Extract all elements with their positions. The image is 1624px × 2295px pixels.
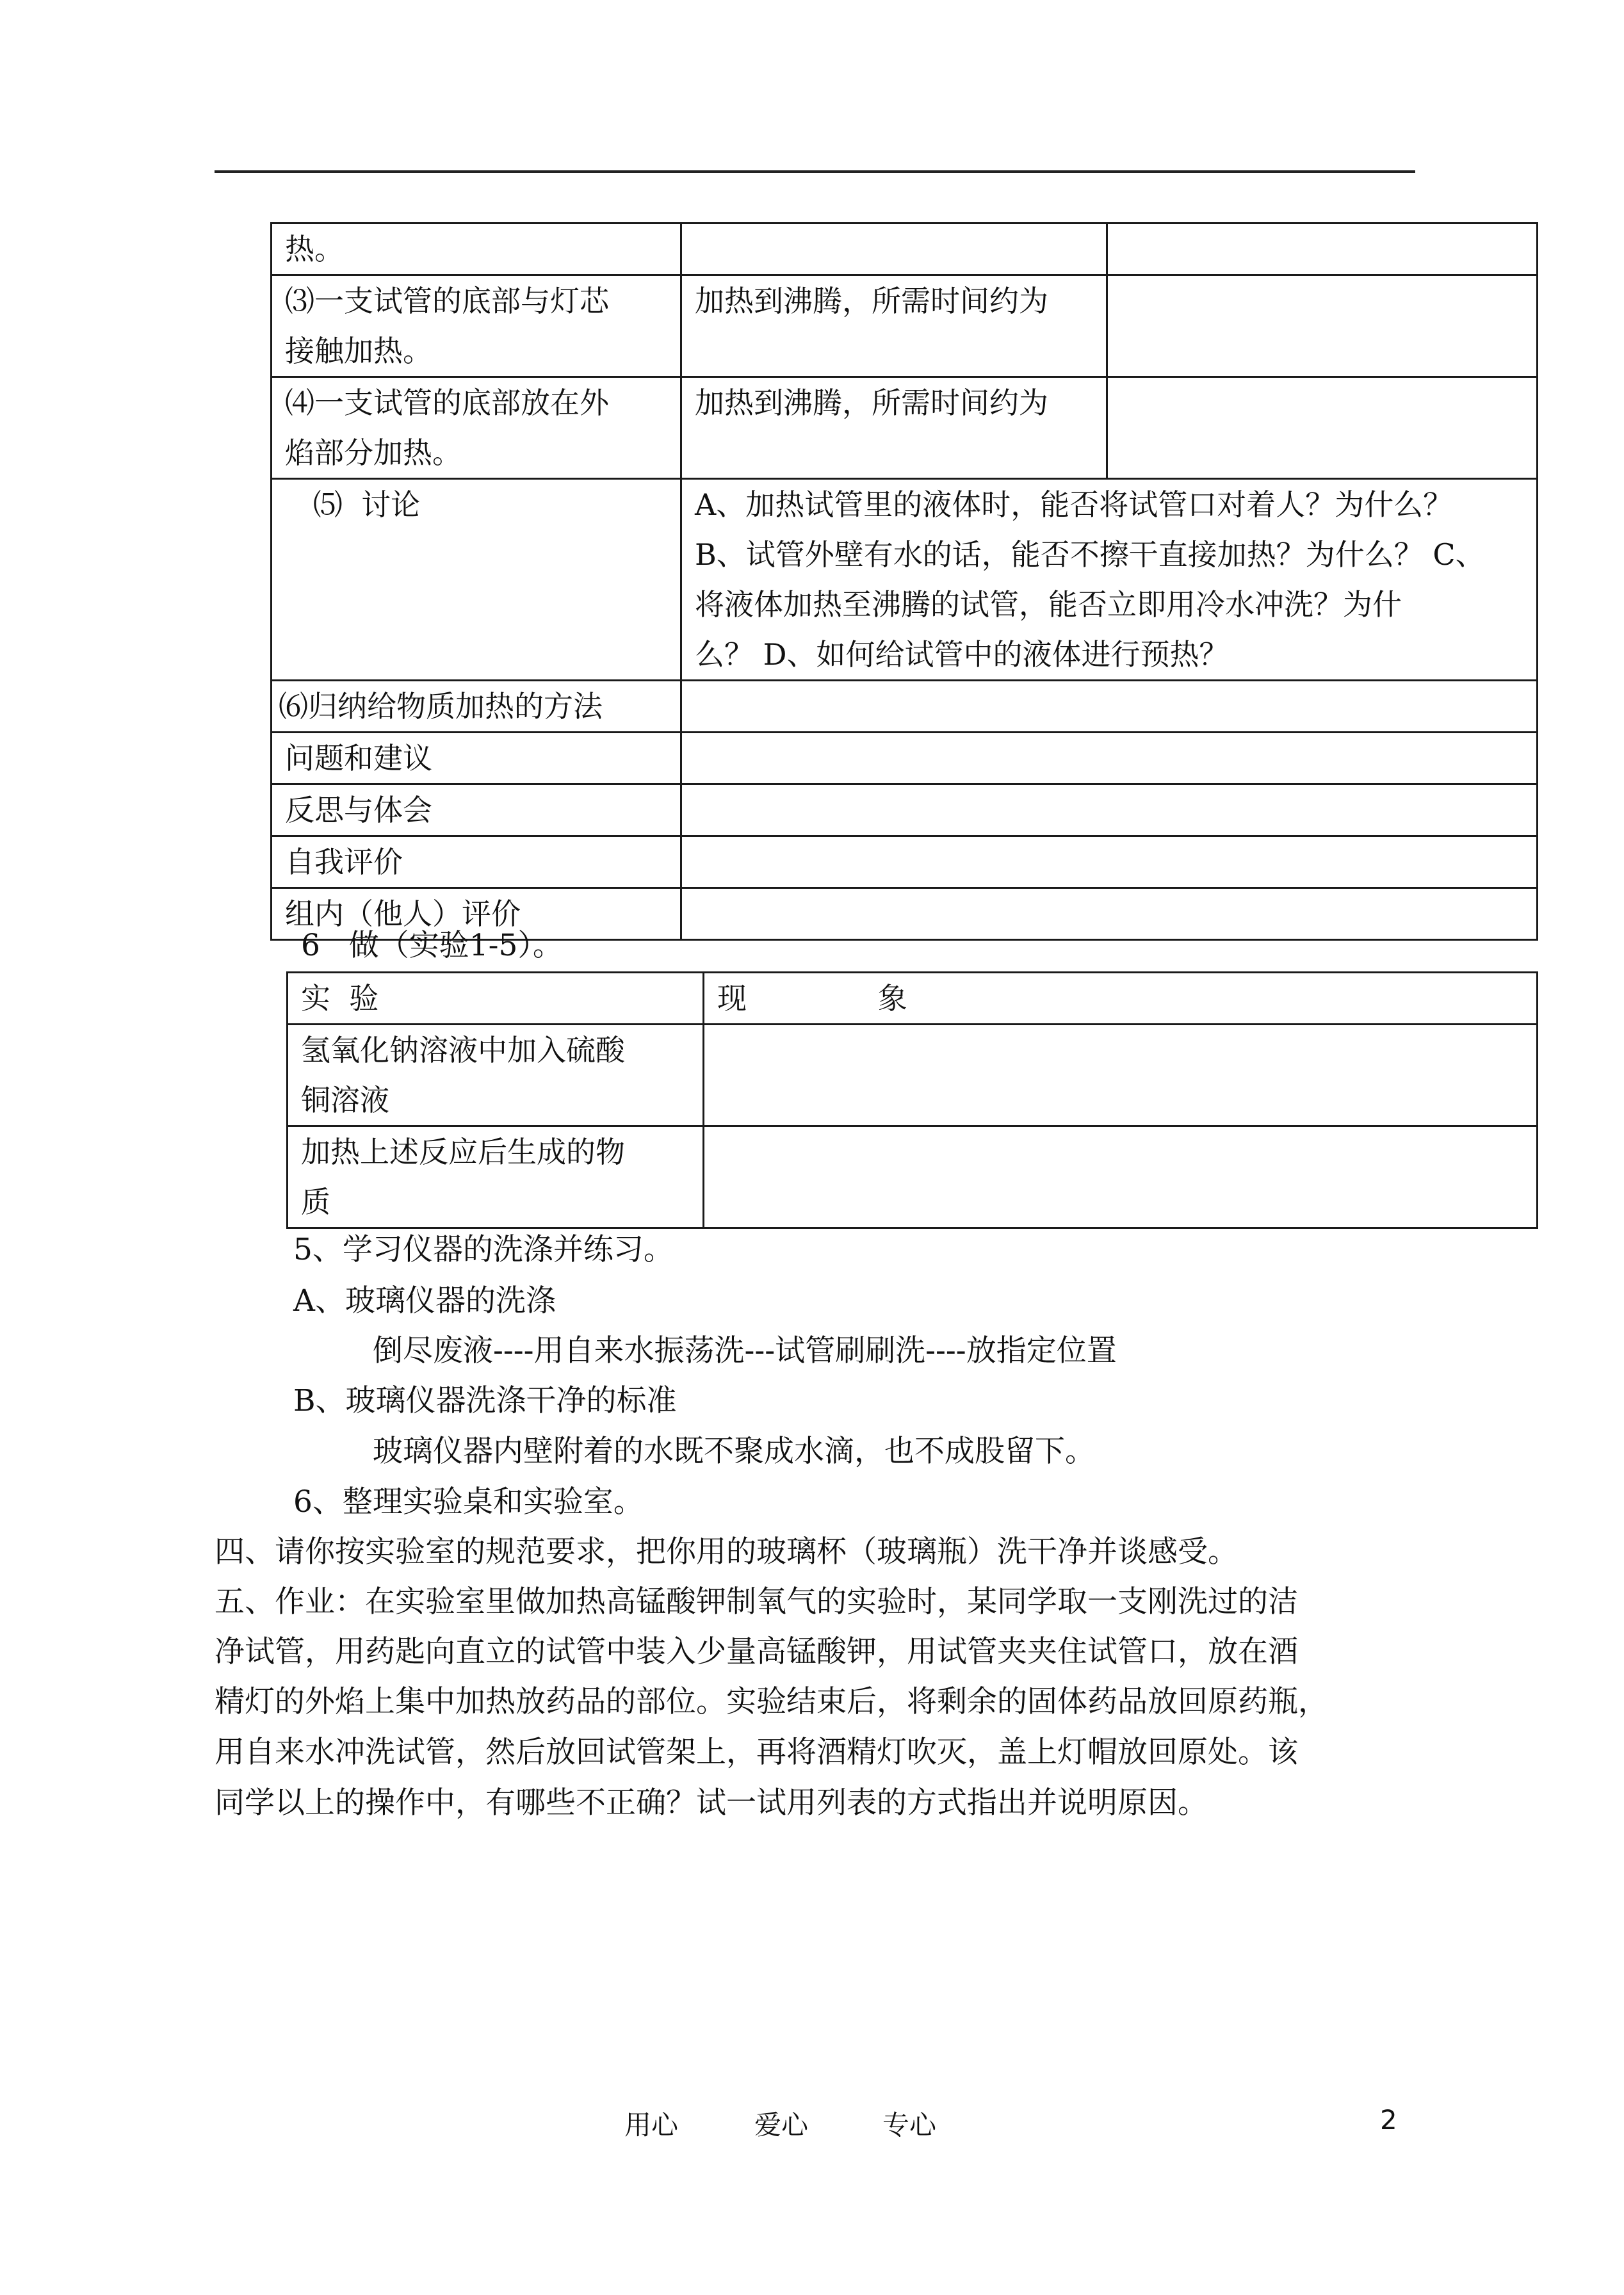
table-row — [288, 1025, 1538, 1126]
table-cell: 加热到沸腾，所需时间约为 — [681, 377, 1107, 479]
footer-left: 用心 — [624, 2109, 679, 2141]
table-cell — [681, 681, 1538, 733]
table-cell: 组内（他人）评价 — [272, 888, 681, 940]
table-cell — [704, 1025, 1538, 1126]
table-cell: 反思与体会 — [272, 784, 681, 836]
step-5-heading: 5、学习仪器的洗涤并练习。 — [293, 1232, 674, 1267]
table-header-cell: 现 象 — [704, 973, 1538, 1025]
table-cell: 加热到沸腾，所需时间约为 — [681, 275, 1107, 377]
table-cell — [704, 1126, 1538, 1228]
footer-middle: 爱心 — [754, 2109, 809, 2141]
section-four: 四、请你按实验室的规范要求，把你用的玻璃杯（玻璃瓶）洗干净并谈感受。 — [215, 1534, 1238, 1569]
table-row — [272, 836, 1538, 888]
table-cell: 氢氧化钠溶液中加入硫酸 铜溶液 — [288, 1025, 704, 1126]
table-cell: 热。 — [272, 223, 681, 275]
table-cell: 加热上述反应后生成的物 质 — [288, 1126, 704, 1228]
homework-line: 五、作业：在实验室里做加热高锰酸钾制氧气的实验时，某同学取一支刚洗过的洁 — [215, 1584, 1298, 1619]
table-cell — [681, 888, 1538, 940]
table-header-cell: 实 验 — [288, 973, 704, 1025]
table-cell — [681, 733, 1538, 784]
homework-line: 用自来水冲洗试管，然后放回试管架上，再将酒精灯吹灭，盖上灯帽放回原处。该 — [215, 1735, 1298, 1770]
table-cell: 问题和建议 — [272, 733, 681, 784]
clean-standard: 玻璃仪器内壁附着的水既不聚成水滴，也不成股留下。 — [373, 1434, 1095, 1469]
section-6-heading: 6 做（实验1-5）。 — [301, 928, 563, 963]
footer-right: 专心 — [882, 2109, 937, 2141]
page-number: 2 — [1380, 2104, 1397, 2136]
table-row — [272, 377, 1538, 479]
homework-line: 同学以上的操作中，有哪些不正确？试一试用列表的方式指出并说明原因。 — [215, 1785, 1208, 1821]
table-cell — [1107, 275, 1538, 377]
wash-procedure: 倒尽废液----用自来水振荡洗---试管刷刷洗----放指定位置 — [373, 1333, 1117, 1368]
subheading-b: B、玻璃仪器洗涤干净的标准 — [293, 1383, 677, 1418]
table-row — [272, 733, 1538, 784]
observation-table — [286, 971, 1538, 1229]
table-cell: ⑸ 讨论 — [272, 479, 681, 681]
table-cell: A、加热试管里的液体时，能否将试管口对着人？为什么？ B、试管外壁有水的话，能否不擦干直接加热？为什么？ C、 将液体加热至沸腾的试管，能否立即用冷水冲洗？为什 么？ D、如何给试管中的液体进行预热？ — [681, 479, 1538, 681]
table-row — [272, 275, 1538, 377]
homework-line: 净试管，用药匙向直立的试管中装入少量高锰酸钾，用试管夹夹住试管口，放在酒 — [215, 1634, 1298, 1669]
step-6: 6、整理实验桌和实验室。 — [293, 1484, 644, 1520]
table-row — [288, 1126, 1538, 1228]
table-cell: ⑷一支试管的底部放在外 焰部分加热。 — [272, 377, 681, 479]
table-cell — [1107, 223, 1538, 275]
heating-experiment-table — [270, 222, 1538, 941]
table-row — [272, 223, 1538, 275]
table-row — [272, 681, 1538, 733]
table-cell: ⑶一支试管的底部与灯芯 接触加热。 — [272, 275, 681, 377]
table-row — [272, 479, 1538, 681]
header-rule — [215, 170, 1415, 173]
table-cell: ⑹归纳给物质加热的方法 — [272, 681, 681, 733]
homework-line: 精灯的外焰上集中加热放药品的部位。实验结束后，将剩余的固体药品放回原药瓶， — [215, 1684, 1328, 1719]
table-cell — [681, 784, 1538, 836]
table-header-row — [288, 973, 1538, 1025]
table-cell — [681, 836, 1538, 888]
table-row — [272, 784, 1538, 836]
table-cell — [1107, 377, 1538, 479]
subheading-a: A、玻璃仪器的洗涤 — [293, 1283, 556, 1318]
table-cell — [681, 223, 1107, 275]
table-cell: 自我评价 — [272, 836, 681, 888]
